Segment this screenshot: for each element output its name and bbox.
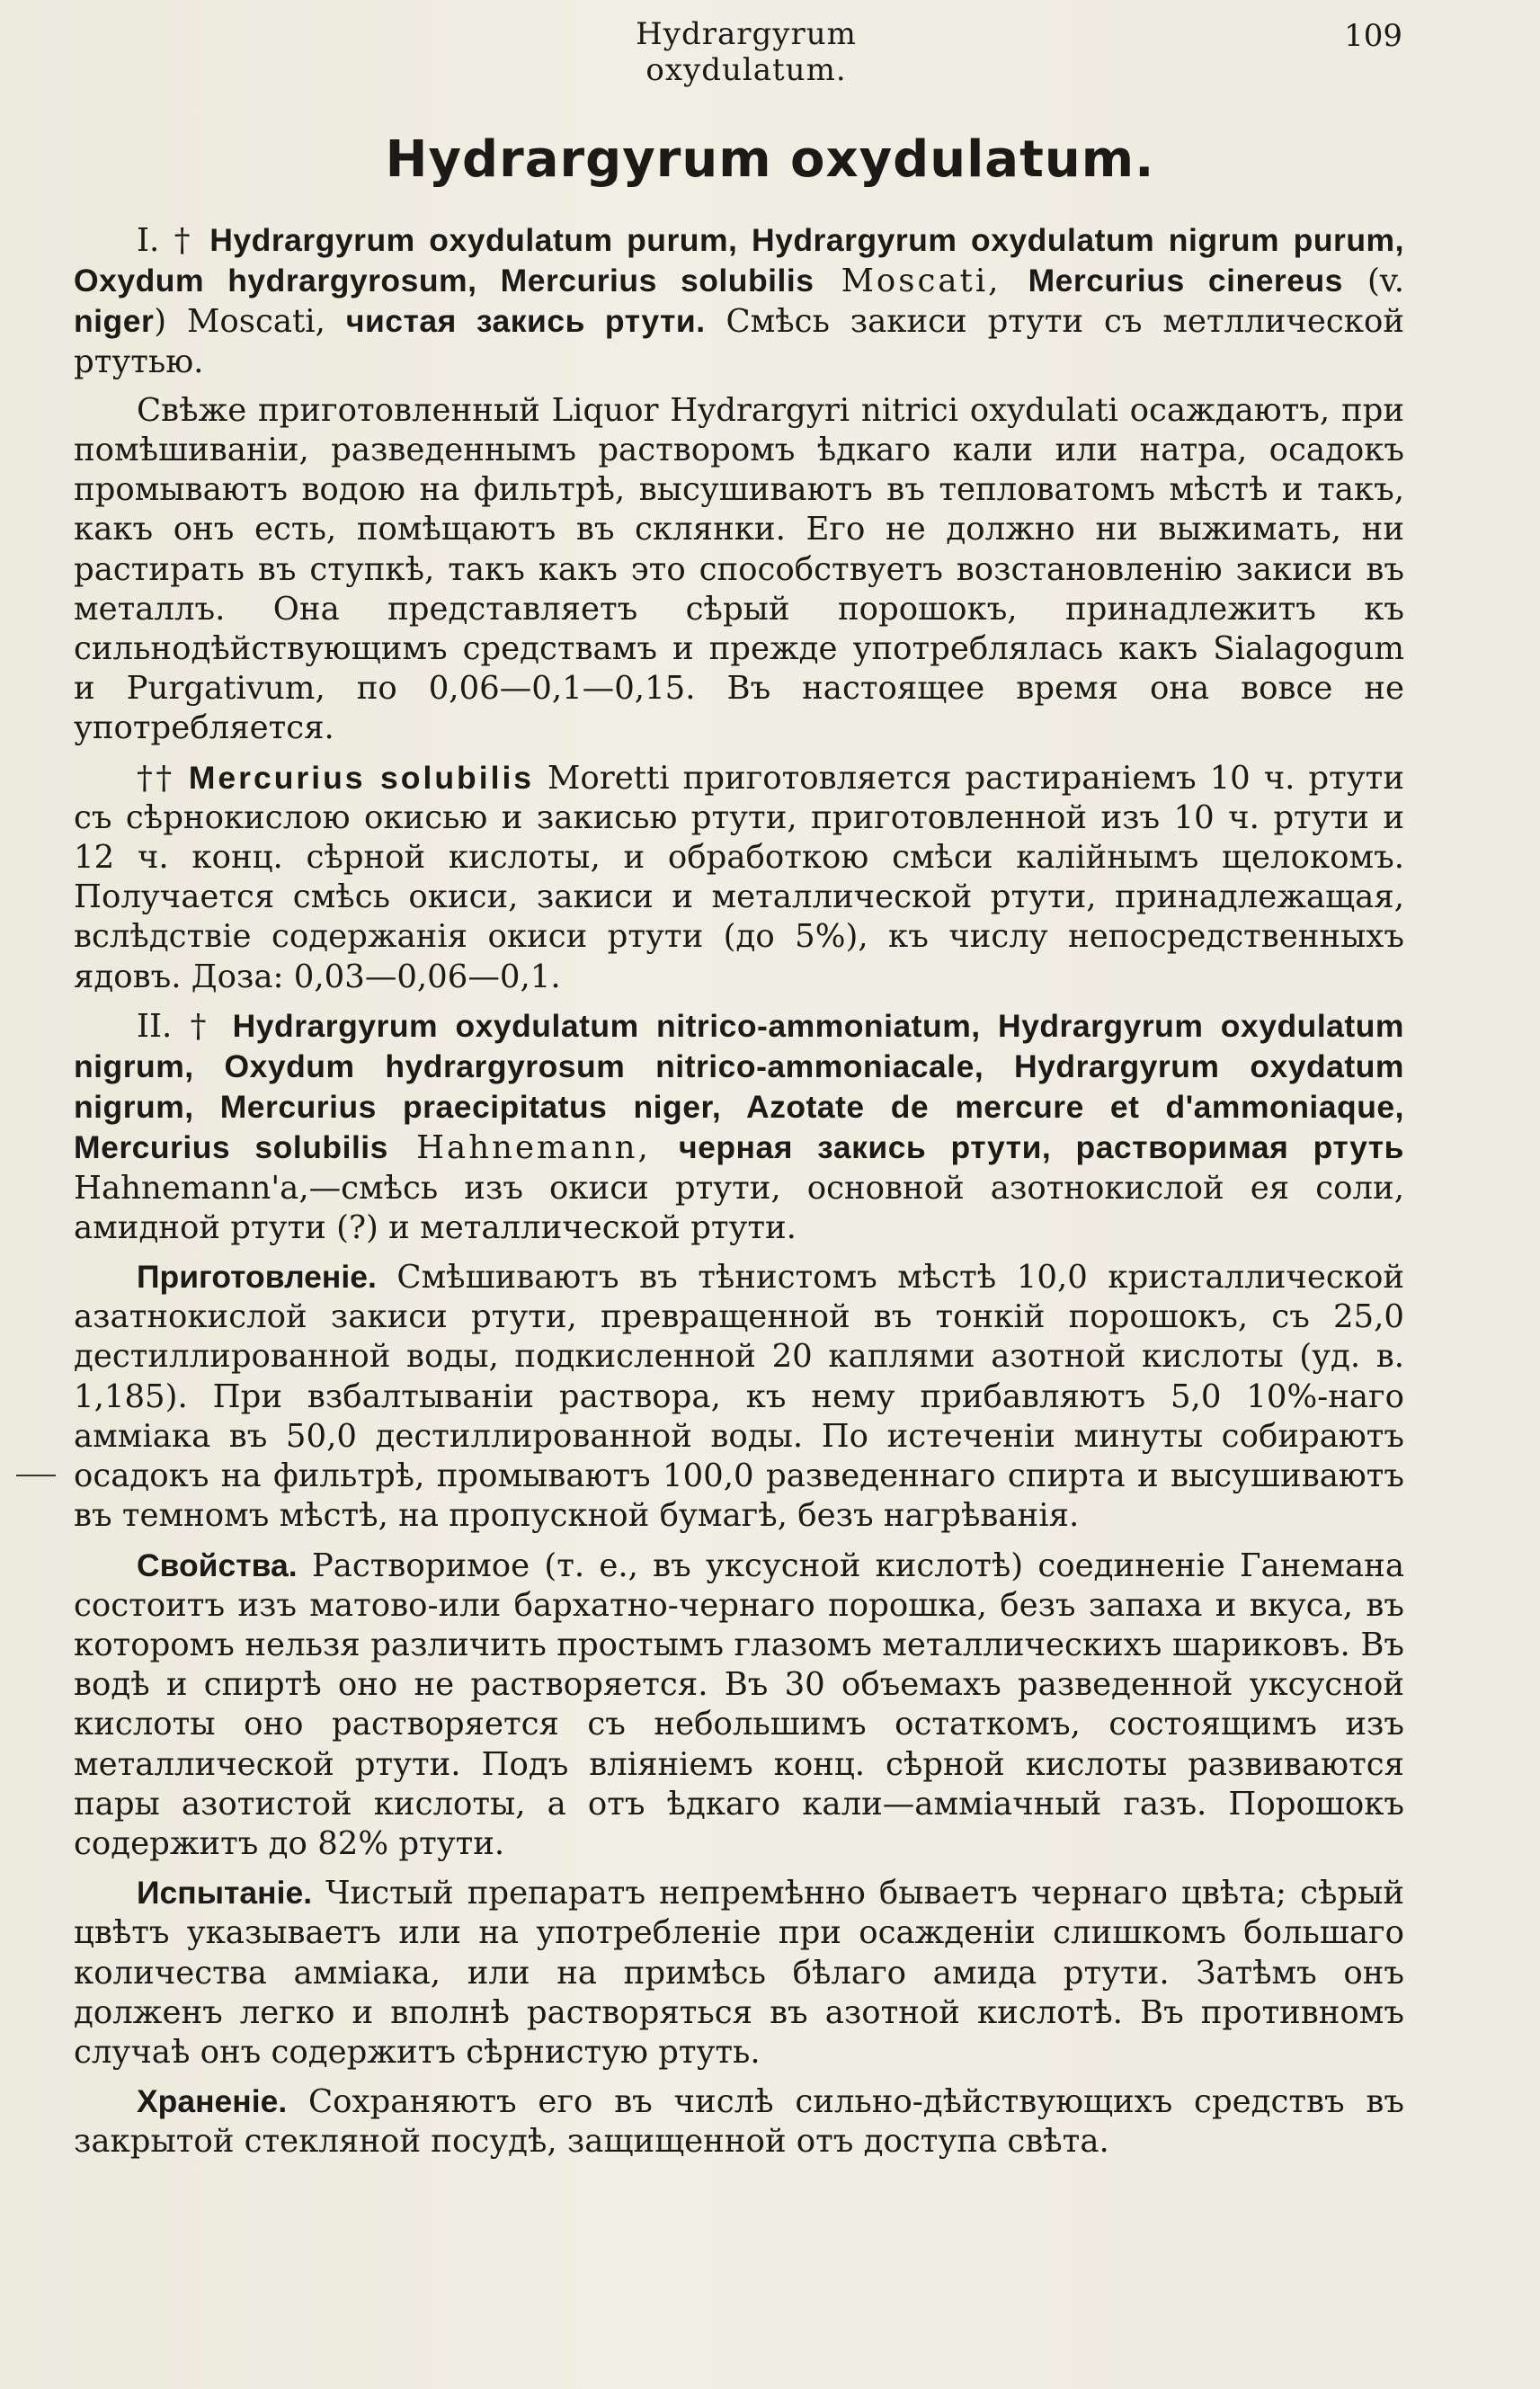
testing-label: Испытаніе.	[137, 1875, 313, 1912]
testing-text: Чистый препаратъ непремѣнно бываетъ чернаго цвѣта; сѣрый цвѣтъ указываетъ или на употребленіе при осажденіи слишкомъ большаго количества амміака, или на примѣсь бѣлаго амида ртути. Затѣмъ онъ долженъ легко и вполнѣ растворяться въ азотной кислотѣ. Въ противномъ случаѣ онъ содержитъ сѣрнистую ртуть.	[74, 1875, 1404, 2071]
properties-label: Свойства.	[137, 1547, 298, 1583]
author-name-hahnemann: Hahnemann,	[387, 1129, 679, 1167]
testing-paragraph	[74, 1873, 1404, 2073]
paragraph-2: Свѣже приготовленный Liquor Hydrargyri nitrici oxydulati осаждаютъ, при помѣшиваніи, разведеннымъ растворомъ ѣдкаго кали или натра, осадокъ промываютъ водою на фильтрѣ, высушиваютъ въ тепловатомъ мѣстѣ и такъ, какъ онъ есть, помѣщаютъ въ склянки. Его не должно ни выжимать, ни растирать въ ступкѣ, такъ какъ это способствуетъ возстановленію закиси въ металлъ. Она представляетъ сѣрый порошокъ, принадлежитъ къ сильнодѣйствующимъ средствамъ и прежде употреблялась какъ Sialagogum и Purgativum, по 0,06—0,1—0,15. Въ настоящее время она вовсе не употребляется.	[74, 391, 1404, 747]
paragraph-1	[74, 220, 1404, 382]
paragraph-3	[74, 758, 1404, 997]
paragraph-3-text: Moretti приготовляется растираніемъ 10 ч. ртути съ сѣрнокислою окисью и закисью ртути, приготовленной изъ 10 ч. ртути и 12 ч. конц. сѣрной кислоты, и обработкою смѣси калійнымъ щелокомъ. Получается смѣсь окиси, закиси и металлической ртути, принадлежащая, вслѣдствіе содержанія окиси ртути (до 5%), къ числу непосредственныхъ ядовъ. Доза: 0,03—0,06—0,1.	[74, 759, 1404, 995]
properties-paragraph	[74, 1546, 1404, 1865]
russian-name-1: чистая закись ртути.	[345, 303, 706, 340]
author-name-1: Moscati,	[814, 263, 1028, 300]
dagger-mark: ††	[137, 759, 189, 797]
running-head: Hydrargyrum oxydulatum.	[636, 16, 857, 88]
section-number-1: I. †	[137, 222, 210, 259]
latin-synonyms-1: Hydrargyrum oxydulatum purum, Hydrargyrum oxydulatum nigrum purum, Oxydum hydrargyrosum, Mercurius solubilis	[74, 222, 1404, 299]
author-name-2: ) Moscati,	[154, 303, 346, 341]
article-title: Hydrargyrum oxydulatum.	[385, 130, 1155, 189]
definition-2: Hahnemann'а,—смѣсь изъ окиси ртути, основной азотнокислой ея соли, амидной ртути (?) и металлической ртути.	[74, 1169, 1404, 1246]
variant-marker: (v.	[1342, 263, 1404, 300]
definition-1: Смѣсь закиси ртути съ метллической ртутью.	[74, 303, 1404, 380]
latin-synonym-cinereus: Mercurius cinereus	[1028, 263, 1343, 299]
article-body	[74, 220, 1404, 2171]
preparation-text: Смѣшиваютъ въ тѣнистомъ мѣстѣ 10,0 кристаллической азатнокислой закиси ртути, превращенной въ тонкій порошокъ, съ 25,0 дестиллированной воды, подкисленной 20 каплями азотной кислоты (уд. в. 1,185). При взбалтываніи раствора, къ нему прибавляютъ 5,0 10%-наго амміака въ 50,0 дестиллированной воды. По истеченіи минуты собираютъ осадокъ на фильтрѣ, промываютъ 100,0 разведеннаго спирта и высушиваютъ въ темномъ мѣстѣ, на пропускной бумагѣ, безъ нагрѣванія.	[74, 1259, 1404, 1535]
properties-text: Растворимое (т. е., въ уксусной кислотѣ) соединеніе Ганемана состоитъ изъ матово-или бархатно-чернаго порошка, безъ запаха и вкуса, въ которомъ нельзя различить простымъ глазомъ металлическихъ шариковъ. Въ водѣ и спиртѣ оно не растворяется. Въ 30 объемахъ разведенной уксусной кислоты оно растворяется съ небольшимъ остаткомъ, состоящимъ изъ металлической ртути. Подъ вліяніемъ конц. сѣрной кислоты развиваются пары азотистой кислоты, а отъ ѣдкаго кали—амміачный газъ. Порошокъ содержитъ до 82% ртути.	[74, 1547, 1404, 1862]
preparation-paragraph	[74, 1257, 1404, 1536]
storage-paragraph	[74, 2081, 1404, 2162]
preparation-label: Приготовленіе.	[137, 1259, 377, 1296]
latin-synonyms-2: Hydrargyrum oxydulatum nitrico-ammoniatum, Hydrargyrum oxydulatum nigrum, Oxydum hydrargyrosum nitrico-ammoniacale, Hydrargyrum oxydatum nigrum, Mercurius praecipitatus niger, Azotate de mercure et d'ammoniaque, Mercurius solubilis	[74, 1007, 1404, 1166]
russian-name-2: черная закись ртути, растворимая ртуть	[678, 1129, 1404, 1166]
page-number: 109	[1344, 18, 1402, 54]
section-number-2: II. †	[137, 1007, 233, 1045]
storage-text: Сохраняютъ его въ числѣ сильно-дѣйствующихъ средствъ въ закрытой стекляной посудѣ, защищенной отъ доступа свѣта.	[74, 2083, 1404, 2161]
latin-synonym-niger: niger	[74, 303, 155, 340]
storage-label: Храненіе.	[137, 2083, 288, 2120]
latin-name-moretti: Mercurius solubilis	[188, 759, 535, 796]
paragraph-4	[74, 1006, 1404, 1248]
margin-pencil-mark	[16, 1475, 56, 1476]
